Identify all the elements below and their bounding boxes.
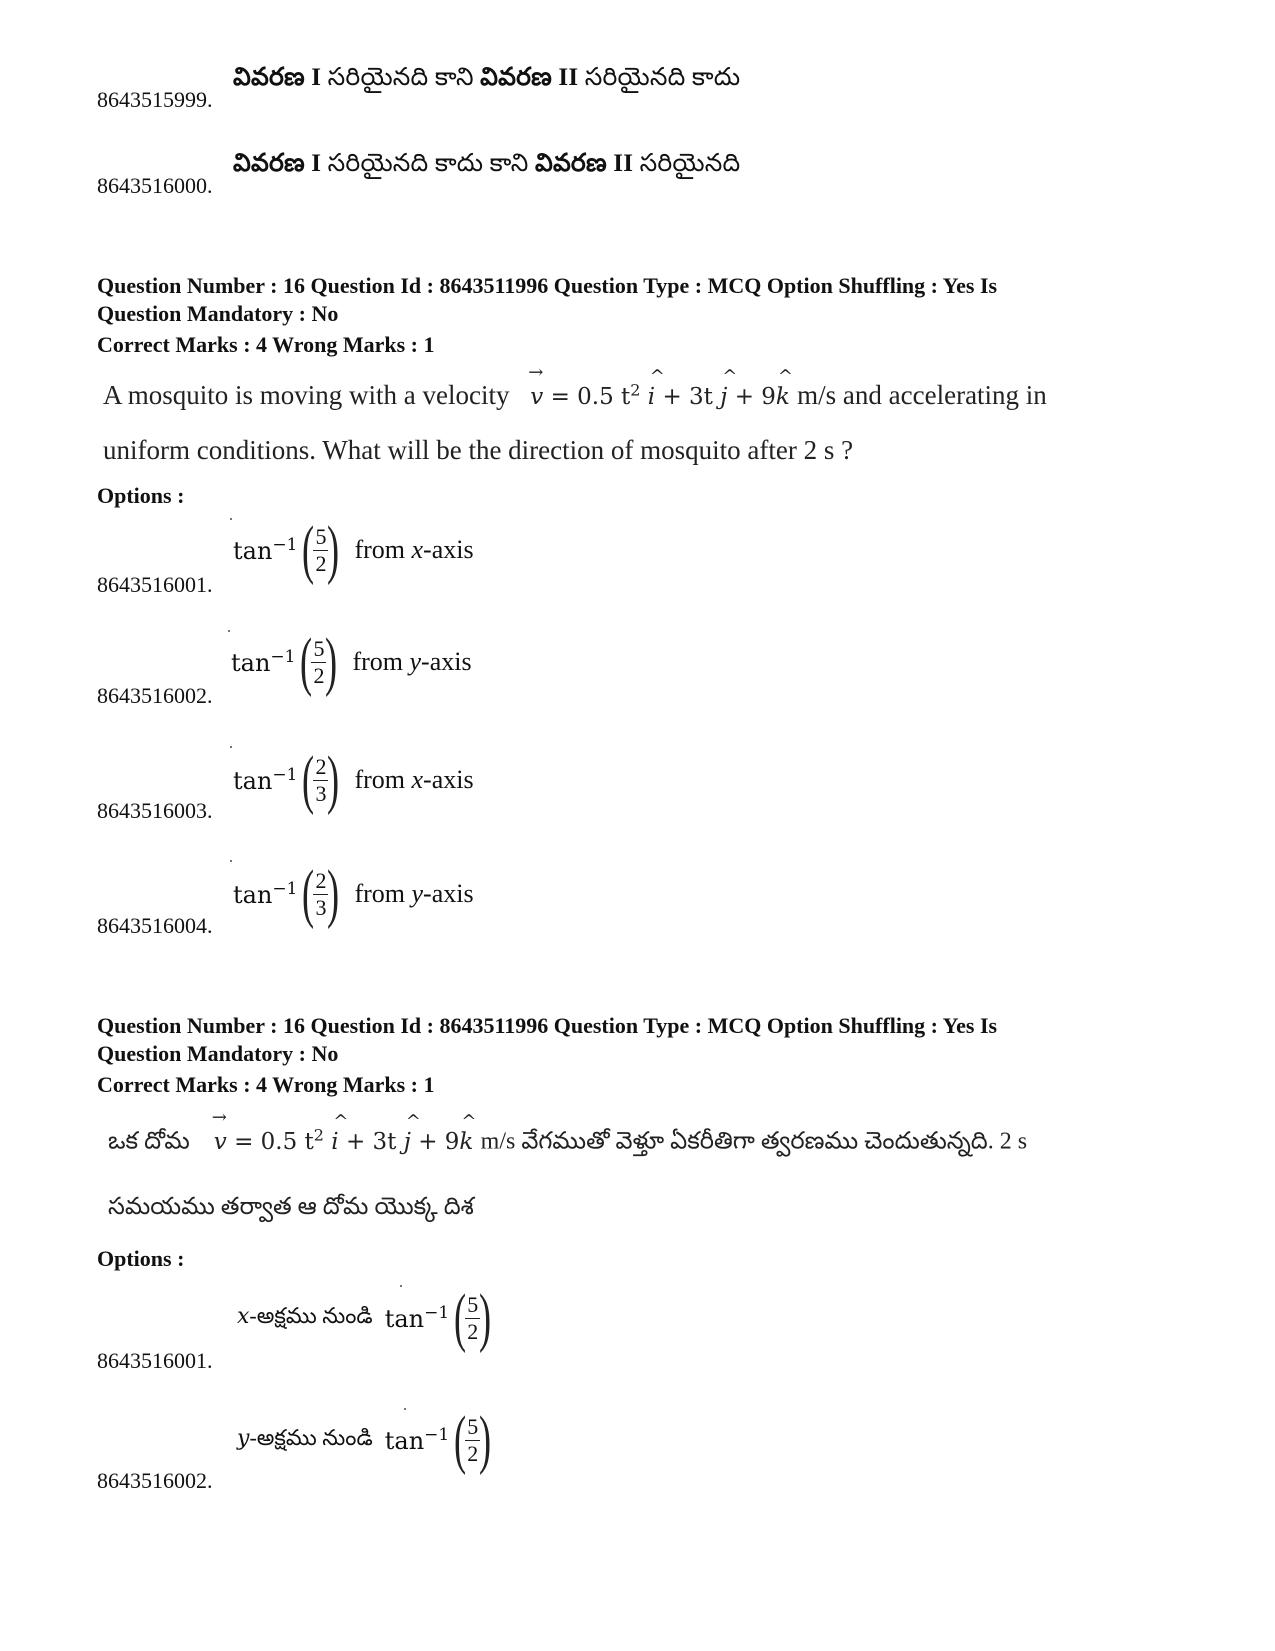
option-id: 8643516003. [97,798,213,823]
marks-line: Correct Marks : 4 Wrong Marks : 1 [97,1072,435,1097]
option-1-formula: $\tan^{-1}$ ( 5 2 ) from x-axis [233,513,474,586]
option-id: 8643516001. [97,572,213,597]
option-2-formula: y-అక్షము నుండి $\tan^{-1}$ ( 5 2 ) [237,1403,492,1476]
question-text-line1: ఒక దోమ → v = 0.5 $t^2$ ^ i + 3t ^ j + 9^ k m/s వేగముతో వెళ్తూ ఏకరీతిగా త్వరణము చెందుతున్నది. 2 s [108,1125,1027,1161]
statement-label: వివరణ II [480,64,579,91]
statement-label: వివరణ I [233,64,322,91]
option-id: 8643515999. [97,87,213,112]
option-id: 8643516004. [97,913,213,938]
prev-option-2-text: వివరణ I సరియైనది కాదు కాని వివరణ II సరియైనది [233,150,741,177]
velocity-formula: → v = 0.5 $t^2$ ^ i + 3t ^ j + 9^ k [214,1129,481,1155]
question-header: Question Number : 16 Question Id : 8643511996 Question Type : MCQ Option Shuffling : Yes Is Question Mandatory : No [97,1013,998,1066]
option-id: 8643516002. [97,1468,213,1493]
options-label: Options : [97,1246,185,1271]
question-text-line2: uniform conditions. What will be the direction of mosquito after 2 s ? [103,435,854,465]
statement-label: వివరణ I [233,150,322,177]
question-header: Question Number : 16 Question Id : 8643511996 Question Type : MCQ Option Shuffling : Yes Is Question Mandatory : No [97,273,998,326]
question-text-line2: సమయము తర్వాత ఆ దోమ యొక్క దిశ [108,1194,474,1220]
option-2-formula: $\tan^{-1}$ ( 5 2 ) from y-axis [231,625,472,698]
options-label: Options : [97,483,185,508]
option-4-formula: $\tan^{-1}$ ( 2 3 ) from y-axis [233,857,474,930]
option-1-formula: x-అక్షము నుండి $\tan^{-1}$ ( 5 2 ) [237,1281,492,1354]
question-text-line1: A mosquito is moving with a velocity → v = 0.5 $t^2$ ^ i + 3t ^ j + 9^ k m/s and accelerating in [103,380,1047,411]
option-3-formula: $\tan^{-1}$ ( 2 3 ) from x-axis [233,743,474,816]
velocity-formula: → v = 0.5 $t^2$ ^ i + 3t ^ j + 9^ k [530,384,797,410]
marks-line: Correct Marks : 4 Wrong Marks : 1 [97,332,435,357]
prev-option-1-text: వివరణ I సరియైనది కాని వివరణ II సరియైనది కాదు [233,64,741,91]
option-id: 8643516000. [97,173,213,198]
option-id: 8643516001. [97,1348,213,1373]
statement-label: వివరణ II [534,150,634,177]
option-id: 8643516002. [97,683,213,708]
